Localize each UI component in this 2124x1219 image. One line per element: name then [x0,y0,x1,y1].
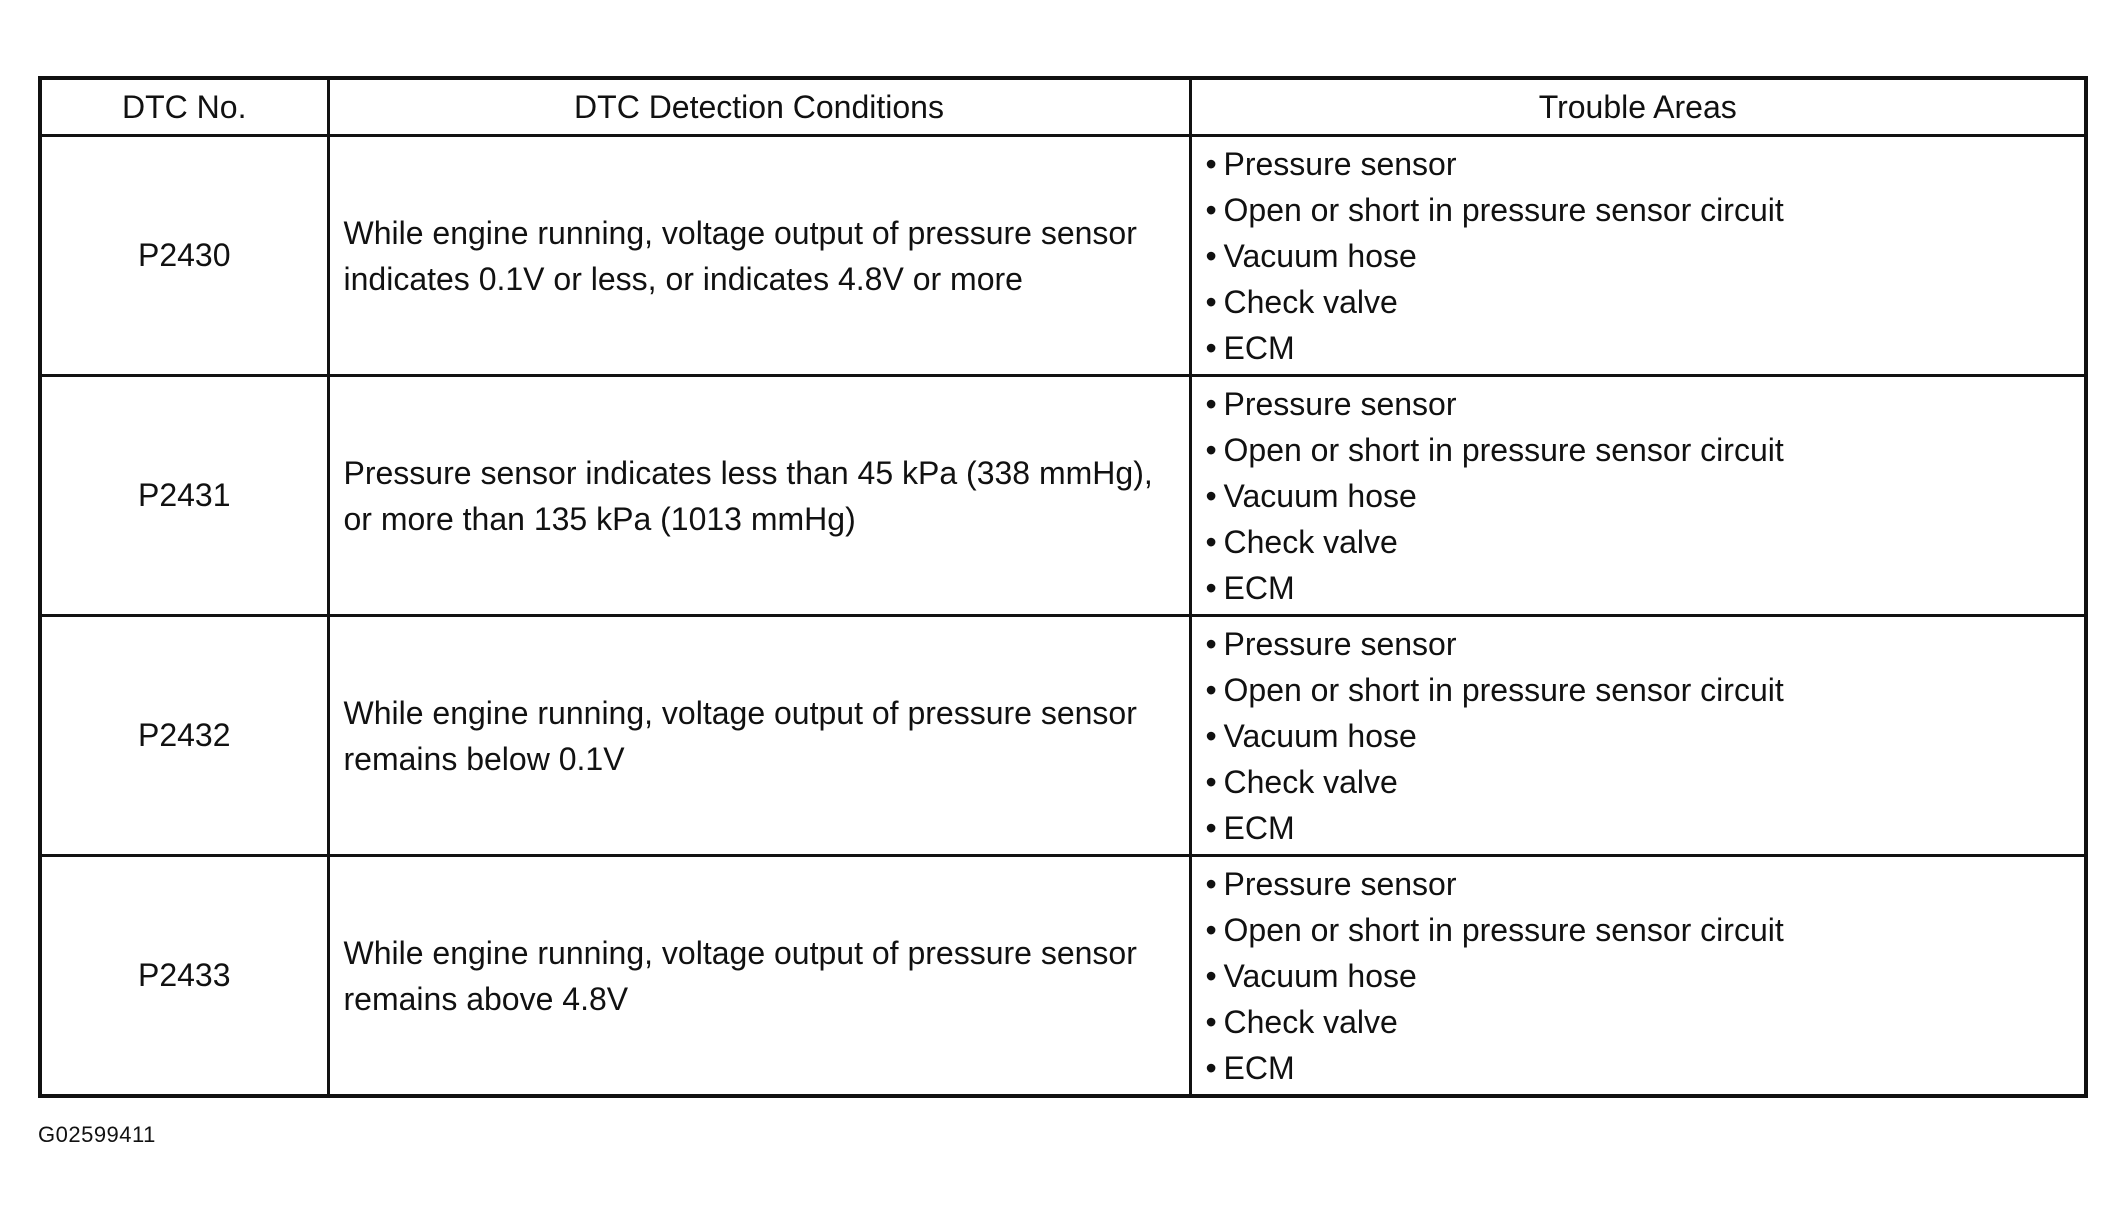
detection-conditions: While engine running, voltage output of pressure sensor remains below 0.1V [328,616,1190,856]
dtc-code: P2433 [40,856,328,1097]
trouble-area-item: • Open or short in pressure sensor circuit [1206,667,2085,713]
table-row [40,856,2086,1097]
trouble-area-item: • Check valve [1206,519,2085,565]
header-trouble-areas: Trouble Areas [1190,78,2086,136]
trouble-area-item: • Pressure sensor [1206,381,2085,427]
trouble-areas-list [1206,141,2085,371]
dtc-code: P2432 [40,616,328,856]
trouble-areas-cell [1190,136,2086,376]
table-row [40,376,2086,616]
trouble-areas-cell [1190,616,2086,856]
header-detection-conditions: DTC Detection Conditions [328,78,1190,136]
trouble-areas-cell [1190,376,2086,616]
table-row [40,616,2086,856]
trouble-area-item: • ECM [1206,805,2085,851]
trouble-area-item: • Pressure sensor [1206,861,2085,907]
trouble-area-item: • Vacuum hose [1206,953,2085,999]
trouble-area-item: • Open or short in pressure sensor circuit [1206,187,2085,233]
dtc-code: P2430 [40,136,328,376]
trouble-area-item: • ECM [1206,325,2085,371]
trouble-area-item: • Check valve [1206,279,2085,325]
trouble-area-item: • Check valve [1206,759,2085,805]
trouble-area-item: • Vacuum hose [1206,233,2085,279]
trouble-area-item: • Check valve [1206,999,2085,1045]
detection-conditions: Pressure sensor indicates less than 45 kPa (338 mmHg), or more than 135 kPa (1013 mmHg) [328,376,1190,616]
trouble-area-item: • Vacuum hose [1206,713,2085,759]
figure-id-caption: G02599411 [38,1122,156,1147]
trouble-areas-list [1206,381,2085,611]
trouble-areas-list [1206,621,2085,851]
trouble-area-item: • Open or short in pressure sensor circuit [1206,907,2085,953]
detection-conditions: While engine running, voltage output of pressure sensor remains above 4.8V [328,856,1190,1097]
dtc-table [38,76,2088,1098]
trouble-area-item: • Open or short in pressure sensor circuit [1206,427,2085,473]
dtc-code: P2431 [40,376,328,616]
trouble-areas-cell [1190,856,2086,1097]
trouble-area-item: • Vacuum hose [1206,473,2085,519]
trouble-area-item: • ECM [1206,565,2085,611]
trouble-area-item: • Pressure sensor [1206,621,2085,667]
table-header-row [40,78,2086,136]
table-row [40,136,2086,376]
trouble-area-item: • ECM [1206,1045,2085,1091]
detection-conditions: While engine running, voltage output of pressure sensor indicates 0.1V or less, or indicates 4.8V or more [328,136,1190,376]
trouble-areas-list [1206,861,2085,1091]
trouble-area-item: • Pressure sensor [1206,141,2085,187]
header-dtc-no: DTC No. [40,78,328,136]
